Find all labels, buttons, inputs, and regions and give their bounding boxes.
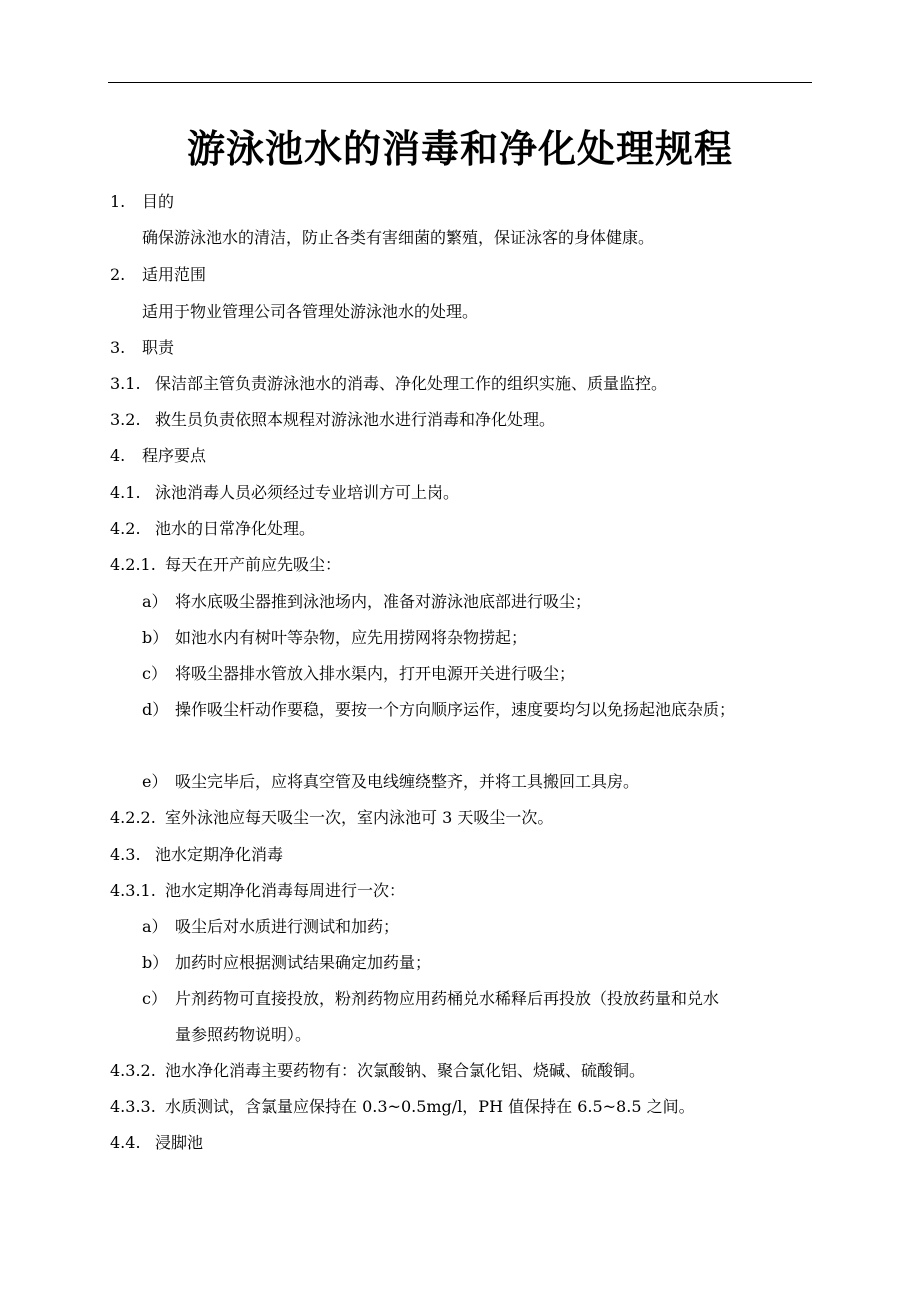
- item-text: 操作吸尘杆动作要稳，要按一个方向顺序运作，速度要均匀以免扬起池底杂质；: [175, 700, 736, 719]
- item-text: 如池水内有树叶等杂物，应先用捞网将杂物捞起；: [175, 628, 528, 647]
- item-number: 3.2.: [110, 410, 141, 429]
- item-text: 池水定期净化消毒: [155, 845, 284, 864]
- item-text: 程序要点: [142, 446, 207, 465]
- item-number: d）: [142, 700, 169, 719]
- item-text: 职责: [142, 338, 175, 357]
- item-text: 泳池消毒人员必须经过专业培训方可上岗。: [155, 483, 460, 502]
- item-text: 适用于物业管理公司各管理处游泳池水的处理。: [142, 302, 479, 321]
- item-text: 池水定期净化消毒每周进行一次：: [165, 881, 406, 900]
- item-text: 目的: [142, 192, 175, 211]
- item-number: 4.3.3.: [110, 1097, 156, 1116]
- item-text: 片剂药物可直接投放，粉剂药物应用药桶兑水稀释后再投放（投放药量和兑水: [175, 989, 720, 1008]
- item-number: a）: [142, 917, 168, 936]
- item-number: 4.: [110, 446, 126, 465]
- item-text: 救生员负责依照本规程对游泳池水进行消毒和净化处理。: [155, 410, 556, 429]
- document-title: 游泳池水的消毒和净化处理规程: [186, 126, 733, 171]
- item-number: c）: [142, 664, 167, 683]
- item-number: 3.1.: [110, 374, 141, 393]
- item-number: 3.: [110, 338, 126, 357]
- item-text: 室外泳池应每天吸尘一次，室内泳池可 3 天吸尘一次。: [165, 808, 554, 827]
- item-number: 4.2.2.: [110, 808, 156, 827]
- item-text: 浸脚池: [155, 1133, 204, 1152]
- item-text: 池水净化消毒主要药物有：次氯酸钠、聚合氯化铝、烧碱、硫酸铜。: [165, 1061, 646, 1080]
- item-number: e）: [142, 772, 168, 791]
- item-text: 将吸尘器排水管放入排水渠内，打开电源开关进行吸尘；: [175, 664, 576, 683]
- item-text: 水质测试，含氯量应保持在 0.3~0.5mg/l，PH 值保持在 6.5~8.5 之间。: [165, 1097, 695, 1116]
- item-number: 4.3.: [110, 845, 141, 864]
- item-number: 4.3.1.: [110, 881, 156, 900]
- item-text: 将水底吸尘器推到泳池场内，准备对游泳池底部进行吸尘；: [175, 592, 592, 611]
- item-number: b）: [142, 628, 169, 647]
- item-text: 保洁部主管负责游泳池水的消毒、净化处理工作的组织实施、质量监控。: [155, 374, 668, 393]
- item-text: 量参照药物说明）。: [175, 1025, 312, 1044]
- item-number: 4.2.1.: [110, 555, 156, 574]
- item-number: 4.3.2.: [110, 1061, 156, 1080]
- item-number: 1.: [110, 192, 126, 211]
- header-rule: [108, 82, 812, 83]
- item-text: 加药时应根据测试结果确定加药量；: [175, 953, 432, 972]
- item-number: b）: [142, 953, 169, 972]
- item-text: 池水的日常净化处理。: [155, 519, 316, 538]
- item-text: 适用范围: [142, 265, 207, 284]
- item-number: 2.: [110, 265, 126, 284]
- item-number: 4.1.: [110, 483, 141, 502]
- item-text: 吸尘完毕后，应将真空管及电线缠绕整齐，并将工具搬回工具房。: [175, 772, 640, 791]
- item-number: a）: [142, 592, 168, 611]
- item-text: 每天在开产前应先吸尘：: [165, 555, 342, 574]
- item-number: 4.4.: [110, 1133, 141, 1152]
- item-text: 确保游泳池水的清洁，防止各类有害细菌的繁殖，保证泳客的身体健康。: [142, 228, 655, 247]
- item-number: 4.2.: [110, 519, 141, 538]
- item-number: c）: [142, 989, 167, 1008]
- item-text: 吸尘后对水质进行测试和加药；: [175, 917, 400, 936]
